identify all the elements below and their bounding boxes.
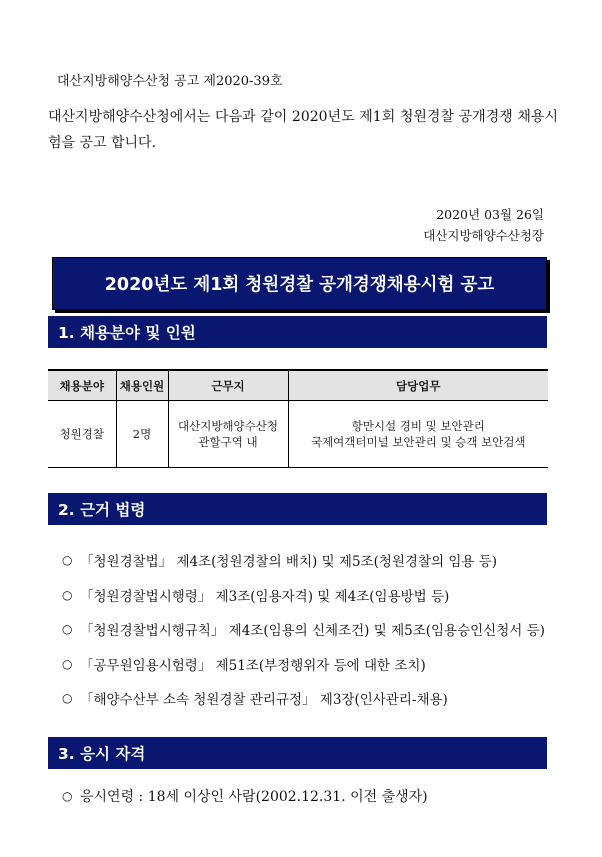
list-item	[62, 578, 545, 613]
header-workplace: 근무지	[168, 370, 288, 401]
workplace-line: 관할구역 내	[198, 435, 258, 449]
intro-paragraph: 대산지방해양수산청에서는 다음과 같이 2020년도 제1회 청원경찰 공개경쟁 채용시험을 공고 합니다.	[48, 109, 558, 151]
law-text: 「해양수산부 소속 청원경찰 관리규정」 제3장(인사관리-채용)	[80, 692, 448, 709]
cell-duty	[288, 401, 548, 468]
cell-workplace	[168, 401, 288, 468]
bullet-circle-icon: ○	[62, 691, 73, 706]
law-text: 「청원경찰법시행령」 제3조(임용자격) 및 제4조(임용방법 등)	[80, 588, 450, 605]
cell-count: 2명	[116, 401, 168, 468]
section-heading-legal-basis: 2. 근거 법령	[48, 493, 547, 525]
duty-line: 항만시설 경비 및 보안관리	[351, 419, 485, 433]
header-count: 채용인원	[116, 370, 168, 401]
eligibility-text: 응시연령 : 18세 이상인 사람(2002.12.31. 이전 출생자)	[80, 789, 428, 805]
recruitment-table	[48, 369, 548, 468]
bullet-circle-icon: ○	[62, 587, 73, 602]
bullet-circle-icon: ○	[62, 656, 73, 671]
table-header-row	[48, 370, 548, 401]
section-heading-eligibility: 3. 응시 자격	[48, 737, 547, 769]
document-title: 2020년도 제1회 청원경찰 공개경쟁채용시험 공고	[52, 257, 547, 310]
notice-date: 2020년 03월 26일	[436, 207, 544, 222]
list-item	[62, 786, 428, 806]
duty-line: 국제여객터미널 보안관리 및 승객 보안검색	[310, 435, 526, 449]
legal-basis-list	[62, 543, 545, 716]
list-item	[62, 612, 545, 647]
law-text: 「공무원임용시험령」 제51조(부정행위자 등에 대한 조치)	[80, 657, 426, 674]
cell-field: 청원경찰	[48, 401, 116, 468]
issuing-agency: 대산지방해양수산청장	[423, 228, 544, 243]
section-heading-recruitment: 1. 채용분야 및 인원	[48, 316, 547, 348]
bullet-circle-icon: ○	[62, 789, 73, 803]
header-field: 채용분야	[48, 370, 116, 401]
list-item	[62, 543, 545, 578]
table-row	[48, 401, 548, 468]
header-duty: 담당업무	[288, 370, 548, 401]
law-text: 「청원경찰법시행규칙」 제4조(임용의 신체조건) 및 제5조(임용승인신청서 등)	[80, 623, 545, 640]
workplace-line: 대산지방해양수산청	[178, 419, 278, 433]
bullet-circle-icon: ○	[62, 622, 73, 637]
list-item	[62, 681, 545, 716]
notice-number: 대산지방해양수산청 공고 제2020-39호	[57, 74, 283, 89]
bullet-circle-icon: ○	[62, 553, 73, 568]
law-text: 「청원경찰법」 제4조(청원경찰의 배치) 및 제5조(청원경찰의 임용 등)	[80, 554, 498, 571]
list-item	[62, 647, 545, 682]
